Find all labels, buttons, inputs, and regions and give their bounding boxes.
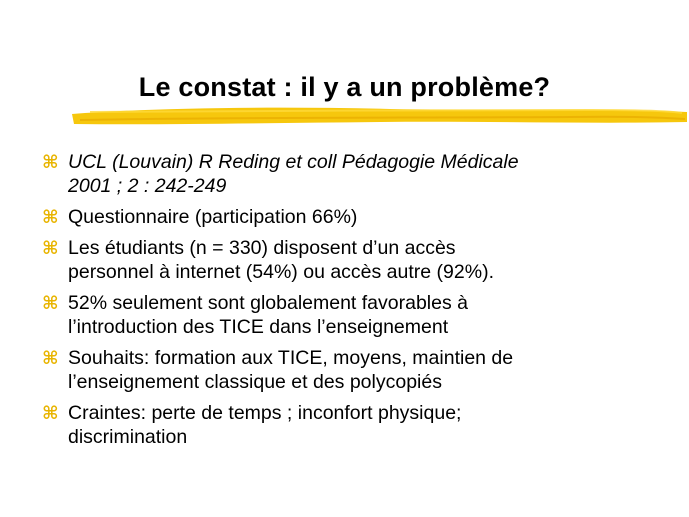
bullet-line: l’enseignement classique et des polycopiés [68,371,442,393]
bullet-line: Souhaits: formation aux TICE, moyens, maintien de [68,347,514,369]
command-key-icon: ⌘ [42,293,59,313]
bullet-item [42,205,682,229]
bullet-line: 52% seulement sont globalement favorables à [68,292,468,314]
bullet-list [42,150,682,456]
bullet-line: Questionnaire (participation 66%) [68,206,358,228]
bullet-item [42,150,682,198]
bullet-line: Craintes: perte de temps ; inconfort physique; [68,402,462,424]
highlighter-stroke [70,100,689,130]
command-key-icon: ⌘ [42,238,59,258]
bullet-text [68,347,513,393]
bullet-text [68,292,468,338]
bullet-line: UCL (Louvain) R Reding et coll Pédagogie Médicale [68,151,519,173]
bullet-line: 2001 ; 2 : 242-249 [68,175,227,197]
bullet-item [42,401,682,449]
command-key-icon: ⌘ [42,348,59,368]
bullet-text [68,237,494,283]
bullet-line: Les étudiants (n = 330) disposent d’un accès [68,237,456,259]
bullet-item [42,236,682,284]
bullet-line: l’introduction des TICE dans l’enseignement [68,316,449,338]
bullet-text [68,402,461,448]
bullet-item [42,346,682,394]
command-key-icon: ⌘ [42,403,59,423]
slide-title: Le constat : il y a un problème? [138,72,551,102]
bullet-line: personnel à internet (54%) ou accès autre (92%). [68,261,494,283]
bullet-text [68,206,357,228]
bullet-line: discrimination [68,426,188,448]
command-key-icon: ⌘ [42,152,59,172]
bullet-text [68,151,519,197]
command-key-icon: ⌘ [42,207,59,227]
title-area [0,62,689,132]
bullet-item [42,291,682,339]
